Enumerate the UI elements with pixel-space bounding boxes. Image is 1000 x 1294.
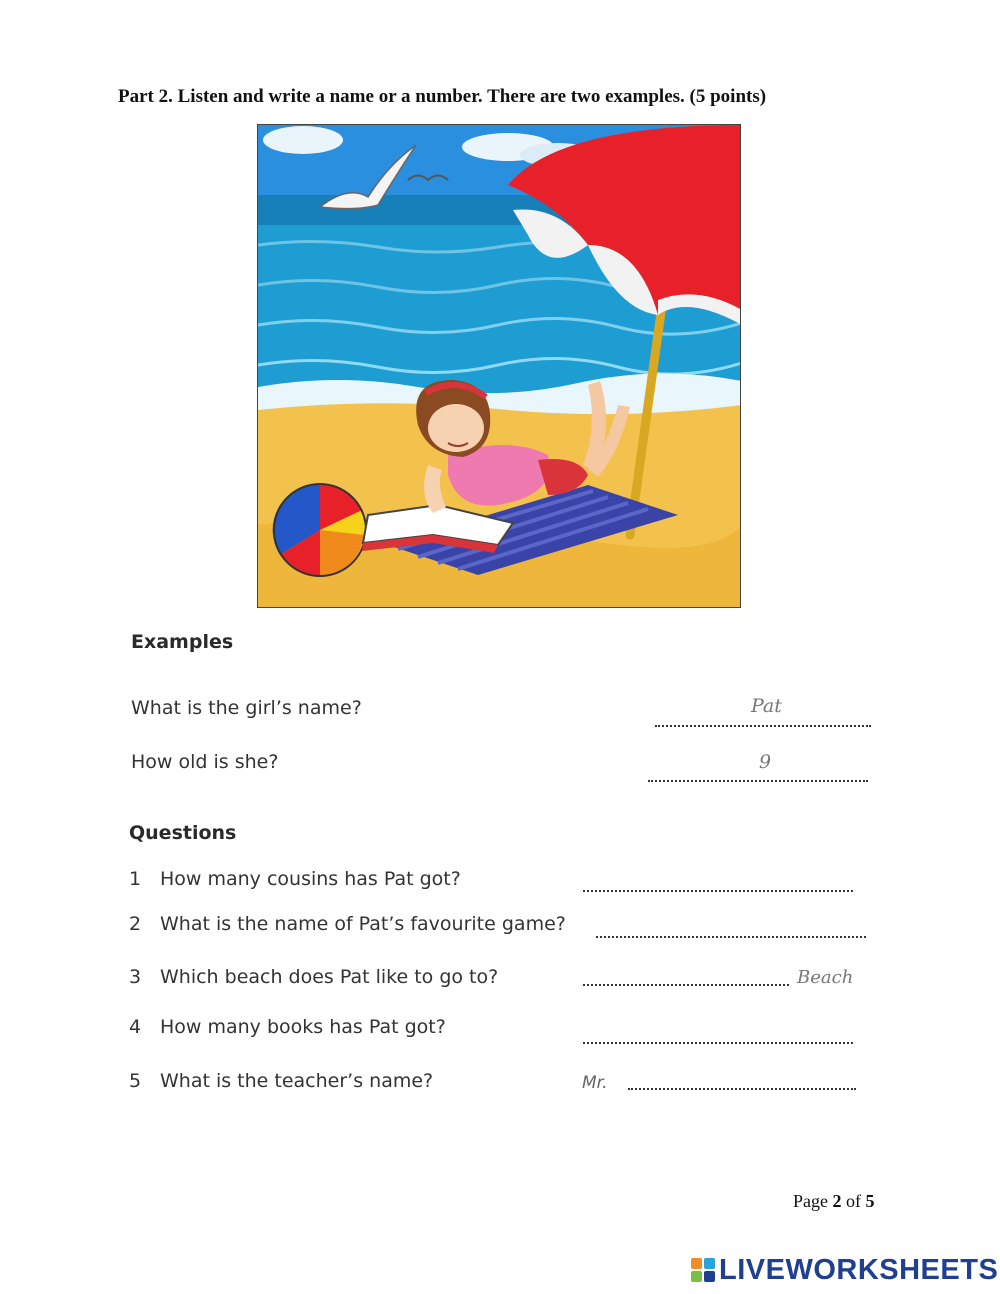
question-text: How many cousins has Pat got? <box>160 868 461 890</box>
example-question: How old is she? <box>131 751 279 773</box>
examples-title: Examples <box>131 631 234 653</box>
logo-icon <box>691 1258 715 1282</box>
answer-field[interactable] <box>583 1042 853 1044</box>
question-number: 4 <box>129 1016 142 1038</box>
question-number: 2 <box>129 913 142 935</box>
page-total: 5 <box>865 1191 875 1211</box>
question-number: 1 <box>129 868 142 890</box>
questions-title: Questions <box>129 822 237 844</box>
answer-field[interactable] <box>583 984 789 986</box>
part-heading: Part 2. Listen and write a name or a number. There are two examples. (5 points) <box>118 86 767 107</box>
page-current: 2 <box>832 1191 842 1211</box>
example-answer-line <box>655 725 871 727</box>
answer-field[interactable] <box>583 890 853 892</box>
page-of: of <box>846 1191 861 1211</box>
liveworksheets-logo <box>691 1255 998 1285</box>
question-text: How many books has Pat got? <box>160 1016 446 1038</box>
example-answer: 9 <box>759 751 772 773</box>
page-label: Page <box>793 1191 828 1211</box>
question-number: 5 <box>129 1070 142 1092</box>
example-question: What is the girl’s name? <box>131 697 362 719</box>
example-answer: Pat <box>751 695 782 717</box>
answer-suffix: Beach <box>797 967 854 988</box>
beach-illustration <box>257 124 741 608</box>
brand-name: LIVEWORKSHEETS <box>719 1253 999 1286</box>
answer-field[interactable] <box>596 936 866 938</box>
question-text: Which beach does Pat like to go to? <box>160 966 499 988</box>
question-text: What is the name of Pat’s favourite game? <box>160 913 566 935</box>
answer-prefix: Mr. <box>582 1073 608 1093</box>
question-number: 3 <box>129 966 142 988</box>
question-text: What is the teacher’s name? <box>160 1070 434 1092</box>
beach-scene-image <box>258 125 741 608</box>
page-number <box>793 1191 875 1212</box>
example-answer-line <box>648 780 868 782</box>
answer-field[interactable] <box>628 1088 856 1090</box>
